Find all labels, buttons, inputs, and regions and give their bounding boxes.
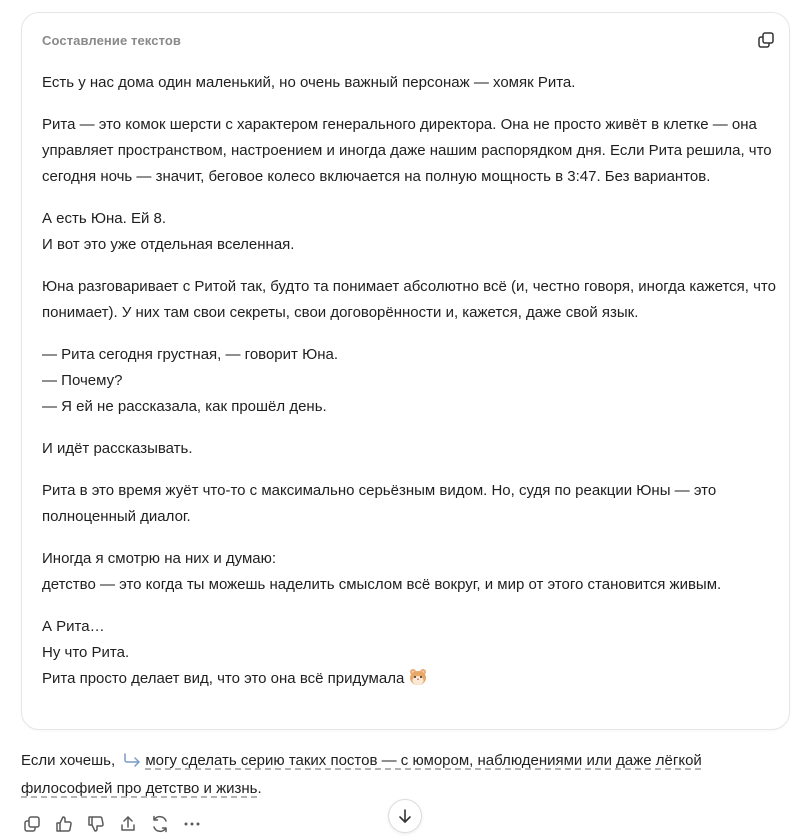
story-line: — Рита сегодня грустная, — говорит Юна. [42, 346, 339, 363]
story-line: Есть у нас дома один маленький, но очень важный персонаж — хомяк Рита. [42, 74, 576, 91]
message-toolbar [21, 812, 203, 836]
story-paragraph [42, 436, 777, 462]
more-button[interactable] [181, 813, 203, 835]
copy-message-button[interactable] [21, 813, 43, 835]
dislike-button[interactable] [85, 813, 107, 835]
story-line: — Я ей не рассказала, как прошёл день. [42, 398, 327, 415]
story-paragraph [42, 112, 777, 190]
story-line: детство — это когда ты можешь наделить смыслом всё вокруг, и мир от этого становится живым. [42, 576, 722, 593]
card-body [42, 70, 777, 712]
hamster-emoji [408, 667, 428, 696]
card-title: Составление текстов [42, 33, 181, 48]
response-card [21, 12, 790, 730]
story-line: И идёт рассказывать. [42, 440, 193, 457]
copy-button[interactable] [755, 29, 777, 51]
story-paragraph [42, 478, 777, 530]
scroll-down-button[interactable] [388, 799, 422, 833]
story-paragraph [42, 614, 777, 696]
story-line: А есть Юна. Ей 8. [42, 210, 167, 227]
story-line: Рита просто делает вид, что это она всё придумала [42, 670, 405, 687]
followup-link[interactable]: могу сделать серию таких постов — с юмором, наблюдениями или даже лёгкой философией про детство и жизнь [21, 752, 702, 797]
story-line: Юна разговаривает с Ритой так, будто та понимает абсолютно всё (и, честно говоря, иногда кажется, что понимает). У них там свои секреты, свои договорённости и, кажется, даже свой язык. [42, 278, 776, 321]
story-line: Рита в это время жуёт что-то с максимально серьёзным видом. Но, судя по реакции Юны — это полноценный диалог. [42, 482, 717, 525]
regenerate-icon [151, 815, 169, 833]
regenerate-button[interactable] [149, 813, 171, 835]
thumbs-down-icon [87, 815, 105, 833]
share-icon [119, 815, 137, 833]
story-paragraph [42, 206, 777, 258]
story-line: Ну что Рита. [42, 644, 130, 661]
followup-suffix: . [257, 780, 262, 797]
more-icon [183, 815, 201, 833]
story-line: — Почему? [42, 372, 123, 389]
story-paragraph [42, 274, 777, 326]
followup-suggestion [21, 748, 781, 802]
share-button[interactable] [117, 813, 139, 835]
story-paragraph [42, 342, 777, 420]
return-arrow-icon [123, 750, 141, 776]
story-paragraph [42, 70, 777, 96]
story-paragraph [42, 546, 777, 598]
story-line: Иногда я смотрю на них и думаю: [42, 550, 277, 567]
copy-icon [23, 815, 41, 833]
story-line: Рита — это комок шерсти с характером генерального директора. Она не просто живёт в клетке — она управляет пространством, настроением и иногда даже нашим распорядком дня. Если Рита решила, что сегодня ночь — значит, беговое колесо включается на полную мощность в 3:47. Без вариантов. [42, 116, 772, 185]
copy-icon [757, 31, 775, 49]
like-button[interactable] [53, 813, 75, 835]
followup-prefix: Если хочешь, [21, 752, 116, 769]
story-line: А Рита… [42, 618, 105, 635]
story-line: И вот это уже отдельная вселенная. [42, 236, 295, 253]
thumbs-up-icon [55, 815, 73, 833]
arrow-down-icon [397, 808, 413, 824]
